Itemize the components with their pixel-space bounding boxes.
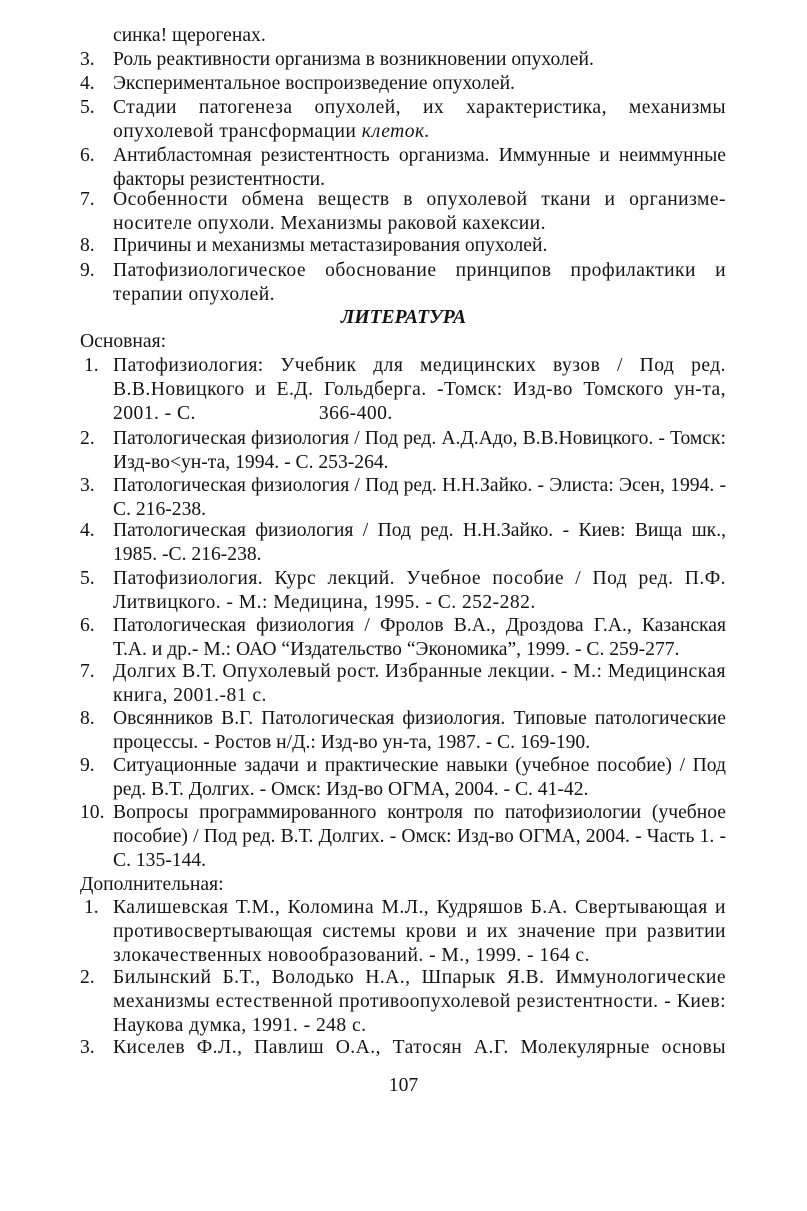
reference-text: Вопросы программированного контроля по патофизиологии (учебное пособие) / Под ред. В.Т. Долгих. - Омск: Изд-во ОГМА, 2004. - Часть 1. - С. 135-144. [113, 802, 726, 871]
literature-heading: ЛИТЕРАТУРА [340, 307, 467, 328]
reference-number: 10. [80, 802, 105, 823]
reference-text: Патофизиология: Учебник для медицинских вузов / Под ред. В.В.Новицкого и Е.Д. Гольдберга. -Томск: Изд-во Томского ун-та, 2001. - С. 366-400. [113, 355, 732, 424]
reference-number: 1. [84, 355, 99, 376]
list-item-text [113, 96, 726, 144]
reference-text: Долгих В.Т. Опухолевый рост. Избранные лекции. - М.: Медицинская книга, 2001.-81 с. [113, 661, 726, 706]
page-number: 107 [388, 1075, 419, 1096]
list-item-text: Экспериментальное воспроизведение опухолей. [113, 73, 515, 94]
list-item-text: Патофизиологическое обоснование принципов профилактики и терапии опухолей. [113, 260, 726, 305]
reference-number: 1. [84, 897, 99, 918]
list-item-number: 7. [80, 189, 95, 210]
list-item-text-main: Стадии патогенеза опухолей, их характеристика, механизмы опухолевой трансформации [113, 97, 726, 142]
list-item-number: 9. [80, 260, 95, 281]
reference-number: 2. [80, 428, 95, 449]
reference-number: 8. [80, 708, 95, 729]
list-item-number: 5. [80, 97, 95, 118]
reference-text: Билынский Б.Т., Володько Н.А., Шпарык Я.В. Иммунологические механизмы естественной противоопухолевой резистентности. - Киев: Наукова думка, 1991. - 248 с. [113, 967, 726, 1036]
additional-literature-label: Дополнительная: [80, 874, 224, 895]
list-item-number: 4. [80, 73, 95, 94]
reference-text: Киселев Ф.Л., Павлиш О.А., Татосян А.Г. Молекулярные основы [113, 1037, 726, 1058]
reference-text: Патологическая физиология / Под ред. Н.Н.Зайко. - Киев: Вища шк., 1985. -С. 216-238. [113, 520, 726, 565]
reference-text: Овсянников В.Г. Патологическая физиология. Типовые патологические процессы. - Ростов н/Д.: Изд-во ун-та, 1987. - С. 169-190. [113, 708, 726, 753]
reference-text: Патологическая физиология / Под ред. А.Д.Адо, В.В.Новицкого. - Томск: Изд-во<ун-та, 1994. - С. 253-264. [113, 428, 726, 473]
reference-number: 2. [80, 967, 95, 988]
list-item-text: Особенности обмена веществ в опухолевой ткани и организме-носителе опухоли. Механизмы раковой кахексии. [113, 189, 726, 234]
reference-text: Калишевская Т.М., Коломина М.Л., Кудряшов Б.А. Свертывающая и противосвертывающая системы крови и их значение при развитии злокачественных новообразований. - М., 1999. - 164 с. [113, 897, 726, 966]
reference-number: 5. [80, 568, 95, 589]
reference-number: 6. [80, 615, 95, 636]
reference-number: 3. [80, 1037, 95, 1058]
list-item-text: Причины и механизмы метастазирования опухолей. [113, 235, 548, 256]
main-literature-label: Основная: [80, 331, 167, 352]
reference-text: Патофизиология. Курс лекций. Учебное пособие / Под ред. П.Ф. Литвицкого. - М.: Медицина, 1995. - С. 252-282. [113, 568, 726, 613]
reference-text: Патологическая физиология / Фролов В.А., Дроздова Г.А., Казанская Т.А. и др.- М.: ОАО “Издательство “Экономика”, 1999. - С. 259-277. [113, 615, 726, 660]
list-item-text: Роль реактивности организма в возникновении опухолей. [113, 49, 594, 70]
reference-text: Ситуационные задачи и практические навыки (учебное пособие) / Под ред. В.Т. Долгих. - Омск: Изд-во ОГМА, 2004. - С. 41-42. [113, 755, 726, 800]
reference-text: Патологическая физиология / Под ред. Н.Н.Зайко. - Элиста: Эсен, 1994. - С. 216-238. [113, 475, 726, 520]
reference-number: 7. [80, 661, 95, 682]
top-fragment: синка! щерогенах. [113, 25, 266, 46]
list-item-number: 3. [80, 49, 95, 70]
list-item-number: 6. [80, 145, 95, 166]
list-item-number: 8. [80, 235, 95, 256]
reference-number: 3. [80, 475, 95, 496]
list-item-text: Антибластомная резистентность организма. Иммунные и неиммунные факторы резистентности. [113, 145, 726, 190]
reference-number: 4. [80, 520, 95, 541]
list-item-text-italic: клеток. [361, 120, 430, 142]
reference-number: 9. [80, 755, 95, 776]
